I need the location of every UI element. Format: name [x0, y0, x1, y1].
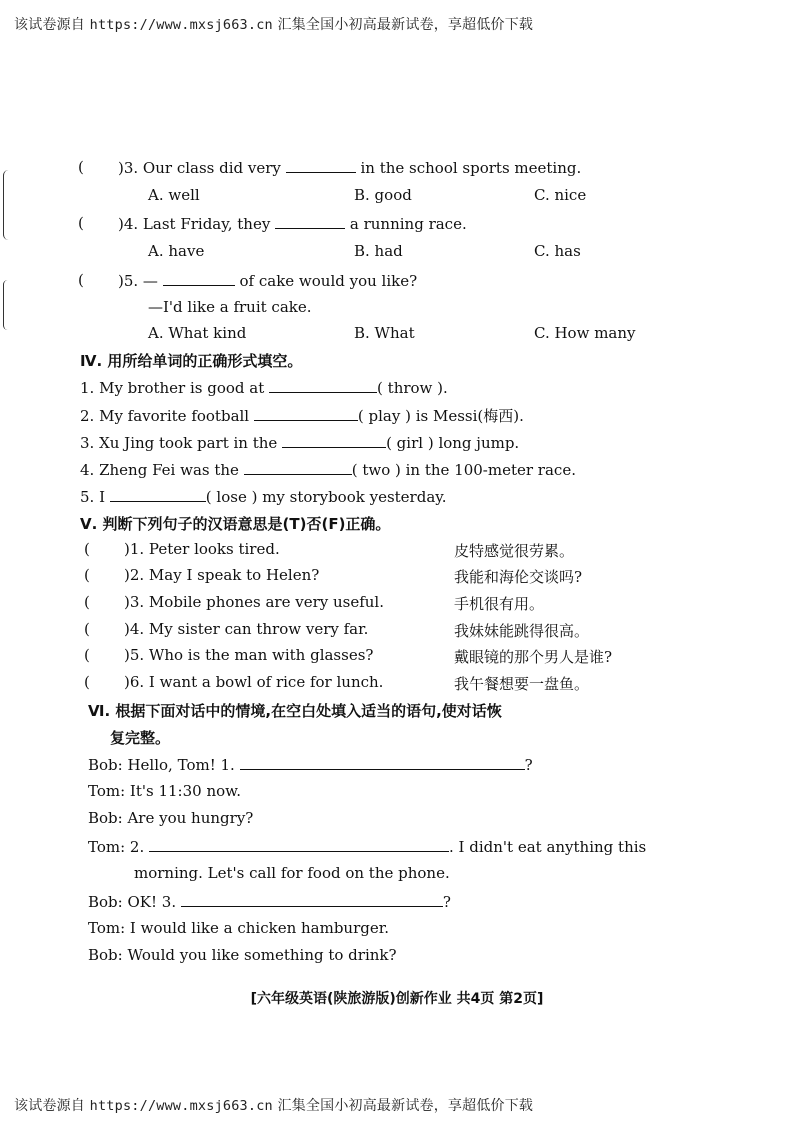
answer-paren: ( — [84, 593, 90, 611]
page-footer: [六年级英语(陕旅游版)创新作业 共4页 第2页] — [250, 991, 544, 1007]
option-b: B. had — [354, 242, 403, 260]
fill-item: 4. Zheng Fei was the ( two ) in the 100-meter race. — [80, 461, 576, 479]
banner-suffix: 汇集全国小初高最新试卷，享超低价下载 — [277, 1098, 534, 1114]
answer-paren: ( — [84, 540, 90, 558]
tf-item — [84, 646, 784, 668]
chinese-translation: 我能和海伦交谈吗? — [454, 568, 583, 586]
answer-blank[interactable] — [163, 271, 235, 286]
answer-paren: ( — [84, 673, 90, 691]
tf-item — [84, 620, 784, 642]
question-stem: )3. Our class did very in the school sports meeting. — [118, 159, 582, 177]
tf-item — [84, 673, 784, 695]
answer-blank[interactable] — [244, 460, 352, 475]
english-sentence: )2. May I speak to Helen? — [124, 566, 320, 584]
english-sentence: )3. Mobile phones are very useful. — [124, 593, 384, 611]
answer-blank[interactable] — [286, 158, 356, 173]
answer-blank[interactable] — [240, 755, 525, 770]
option-a: A. have — [148, 242, 205, 260]
option-b: B. good — [354, 186, 412, 204]
section-heading: Ⅳ. 用所给单词的正确形式填空。 — [80, 352, 303, 370]
mc-question — [78, 271, 778, 293]
banner-prefix: 该试卷源自 — [14, 1098, 85, 1114]
answer-paren: ( — [84, 566, 90, 584]
english-sentence: )5. Who is the man with glasses? — [124, 646, 374, 664]
mc-options — [78, 186, 778, 208]
chinese-translation: 我妹妹能跳得很高。 — [454, 622, 590, 640]
scan-edge-mark — [3, 170, 14, 240]
banner-suffix: 汇集全国小初高最新试卷，享超低价下载 — [277, 17, 534, 33]
chinese-translation: 戴眼镜的那个男人是谁? — [454, 648, 613, 666]
answer-paren: ( — [78, 158, 84, 176]
dialogue-line: Tom: 2. . I didn't eat anything this — [88, 838, 647, 856]
dialogue-line: Tom: It's 11:30 now. — [88, 782, 241, 800]
section-heading: Ⅵ. 根据下面对话中的情境,在空白处填入适当的语句,使对话恢 — [88, 702, 502, 720]
reply-line: —I'd like a fruit cake. — [148, 298, 312, 316]
banner-url[interactable]: https://www.mxsj663.cn — [89, 1098, 273, 1114]
mc-reply — [78, 298, 778, 320]
mc-options — [78, 324, 778, 346]
mc-question — [78, 214, 778, 236]
dialogue-line: Tom: I would like a chicken hamburger. — [88, 919, 390, 937]
dialogue-line: Bob: Hello, Tom! 1. ? — [88, 756, 533, 774]
chinese-translation: 手机很有用。 — [454, 595, 545, 613]
answer-blank[interactable] — [254, 406, 358, 421]
english-sentence: )1. Peter looks tired. — [124, 540, 280, 558]
fill-item: 2. My favorite football ( play ) is Messi(梅西). — [80, 407, 524, 425]
tf-item — [84, 593, 784, 615]
answer-paren: ( — [78, 271, 84, 289]
option-c: C. How many — [534, 324, 636, 342]
option-b: B. What — [354, 324, 415, 342]
fill-item: 5. I ( lose ) my storybook yesterday. — [80, 488, 447, 506]
answer-blank[interactable] — [181, 892, 443, 907]
dialogue-line: Bob: OK! 3. ? — [88, 893, 451, 911]
fill-item: 3. Xu Jing took part in the ( girl ) long jump. — [80, 434, 520, 452]
option-c: C. nice — [534, 186, 587, 204]
answer-paren: ( — [84, 646, 90, 664]
section-heading: Ⅴ. 判断下列句子的汉语意思是(T)否(F)正确。 — [80, 515, 391, 533]
answer-blank[interactable] — [275, 214, 345, 229]
tf-item — [84, 540, 784, 562]
banner-url[interactable]: https://www.mxsj663.cn — [89, 17, 273, 33]
option-a: A. well — [148, 186, 200, 204]
chinese-translation: 我午餐想要一盘鱼。 — [454, 675, 590, 693]
mc-question — [78, 158, 778, 180]
section-heading-cont: 复完整。 — [110, 729, 171, 747]
question-stem: )4. Last Friday, they a running race. — [118, 215, 467, 233]
answer-blank[interactable] — [149, 837, 449, 852]
mc-options — [78, 242, 778, 264]
question-stem: )5. — of cake would you like? — [118, 272, 418, 290]
dialogue-line: morning. Let's call for food on the phone. — [134, 864, 450, 882]
option-a: A. What kind — [148, 324, 247, 342]
source-banner-top — [14, 14, 533, 34]
fill-item: 1. My brother is good at ( throw ). — [80, 379, 448, 397]
chinese-translation: 皮特感觉很劳累。 — [454, 542, 575, 560]
english-sentence: )6. I want a bowl of rice for lunch. — [124, 673, 384, 691]
answer-blank[interactable] — [269, 378, 377, 393]
dialogue-line: Bob: Would you like something to drink? — [88, 946, 397, 964]
source-banner-bottom — [14, 1095, 533, 1115]
option-c: C. has — [534, 242, 581, 260]
banner-prefix: 该试卷源自 — [14, 17, 85, 33]
dialogue-line: Bob: Are you hungry? — [88, 809, 254, 827]
tf-item — [84, 566, 784, 588]
answer-paren: ( — [84, 620, 90, 638]
answer-paren: ( — [78, 214, 84, 232]
answer-blank[interactable] — [110, 487, 206, 502]
english-sentence: )4. My sister can throw very far. — [124, 620, 369, 638]
answer-blank[interactable] — [282, 433, 386, 448]
scan-edge-mark — [3, 280, 12, 330]
